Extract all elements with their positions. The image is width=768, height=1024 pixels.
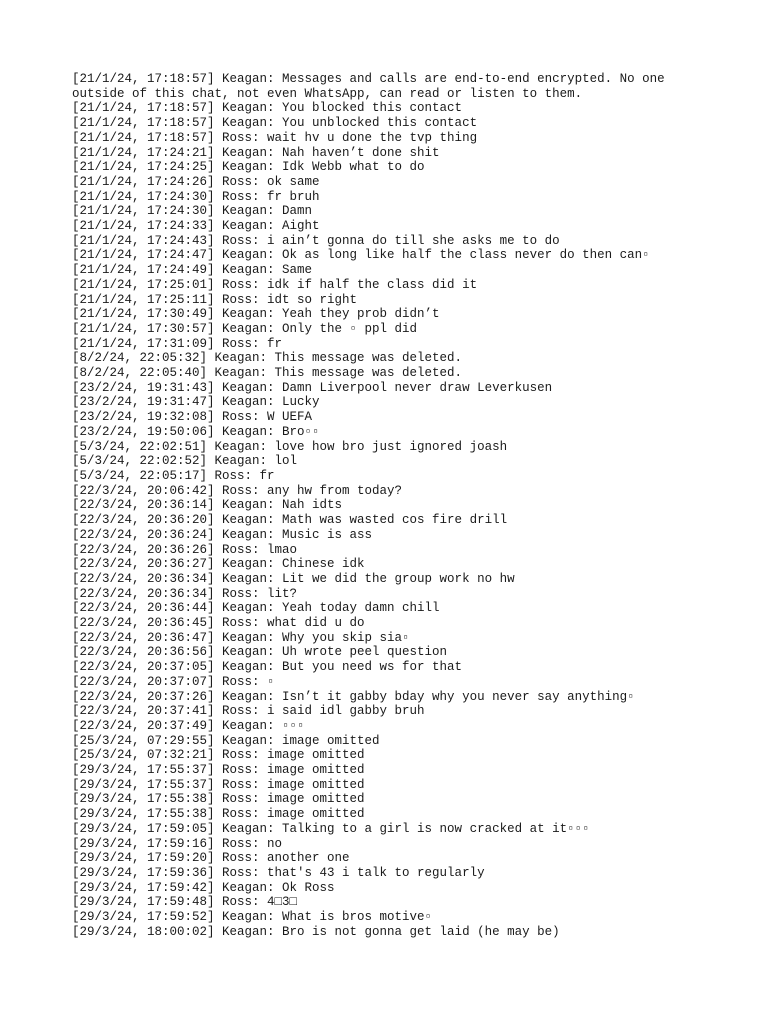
chat-line: [21/1/24, 17:24:25] Keagan: Idk Webb what to do [72, 160, 425, 175]
chat-line: [22/3/24, 20:36:26] Ross: lmao [72, 542, 298, 557]
chat-line: [29/3/24, 17:59:48] Ross: 4□3□ [72, 895, 298, 910]
chat-line: [22/3/24, 20:36:34] Ross: lit? [72, 586, 298, 601]
chat-line: [21/1/24, 17:30:49] Keagan: Yeah they prob didn’t [72, 307, 440, 322]
chat-line: [23/2/24, 19:32:08] Ross: W UEFA [72, 410, 313, 425]
chat-line: [29/3/24, 17:55:37] Ross: image omitted [72, 777, 365, 792]
chat-line: [21/1/24, 17:24:21] Keagan: Nah haven’t done shit [72, 145, 440, 160]
chat-line: [29/3/24, 17:59:52] Keagan: What is bros motive▫ [72, 910, 433, 925]
chat-line: [22/3/24, 20:36:44] Keagan: Yeah today damn chill [72, 601, 440, 616]
chat-line: [22/3/24, 20:36:34] Keagan: Lit we did the group work no hw [72, 571, 515, 586]
chat-line: [21/1/24, 17:30:57] Keagan: Only the ▫ ppl did [72, 321, 418, 336]
chat-line: [21/1/24, 17:25:01] Ross: idk if half the class did it [72, 277, 478, 292]
chat-line: [23/2/24, 19:31:43] Keagan: Damn Liverpool never draw Leverkusen [72, 380, 553, 395]
chat-line: [22/3/24, 20:36:24] Keagan: Music is ass [72, 527, 373, 542]
chat-line: [21/1/24, 17:24:30] Ross: fr bruh [72, 189, 320, 204]
chat-line: [21/1/24, 17:24:49] Keagan: Same [72, 263, 313, 278]
chat-line: [22/3/24, 20:37:07] Ross: ▫ [72, 674, 275, 689]
chat-line: [25/3/24, 07:32:21] Ross: image omitted [72, 748, 365, 763]
chat-transcript [72, 72, 712, 939]
chat-line: [8/2/24, 22:05:32] Keagan: This message was deleted. [72, 351, 463, 366]
chat-line: [21/1/24, 17:31:09] Ross: fr [72, 336, 283, 351]
chat-line: [25/3/24, 07:29:55] Keagan: image omitted [72, 733, 380, 748]
chat-line: [21/1/24, 17:24:33] Keagan: Aight [72, 219, 320, 234]
chat-line: [29/3/24, 17:55:37] Ross: image omitted [72, 763, 365, 778]
chat-line: [5/3/24, 22:02:52] Keagan: lol [72, 454, 298, 469]
chat-line: [21/1/24, 17:24:30] Keagan: Damn [72, 204, 313, 219]
chat-line: [29/3/24, 17:59:36] Ross: that's 43 i talk to regularly [72, 865, 485, 880]
chat-line: [29/3/24, 17:59:20] Ross: another one [72, 851, 350, 866]
chat-line: [22/3/24, 20:36:27] Keagan: Chinese idk [72, 557, 365, 572]
chat-line: outside of this chat, not even WhatsApp, can read or listen to them. [72, 86, 583, 101]
chat-line: [22/3/24, 20:36:56] Keagan: Uh wrote peel question [72, 645, 448, 660]
chat-line: [23/2/24, 19:50:06] Keagan: Bro▫▫ [72, 424, 320, 439]
chat-line: [21/1/24, 17:24:47] Keagan: Ok as long like half the class never do then can▫ [72, 248, 650, 263]
chat-line: [8/2/24, 22:05:40] Keagan: This message was deleted. [72, 366, 463, 381]
chat-line: [23/2/24, 19:31:47] Keagan: Lucky [72, 395, 320, 410]
chat-line: [22/3/24, 20:36:20] Keagan: Math was wasted cos fire drill [72, 513, 508, 528]
chat-line: [22/3/24, 20:06:42] Ross: any hw from today? [72, 483, 403, 498]
chat-line: [29/3/24, 17:55:38] Ross: image omitted [72, 792, 365, 807]
chat-line: [21/1/24, 17:18:57] Keagan: You unblocked this contact [72, 116, 478, 131]
chat-line: [22/3/24, 20:36:45] Ross: what did u do [72, 616, 365, 631]
chat-line: [21/1/24, 17:24:26] Ross: ok same [72, 174, 320, 189]
chat-line: [5/3/24, 22:05:17] Ross: fr [72, 468, 275, 483]
chat-line: [22/3/24, 20:36:14] Keagan: Nah idts [72, 498, 343, 513]
chat-line: [21/1/24, 17:18:57] Keagan: Messages and calls are end-to-end encrypted. No one [72, 72, 665, 86]
chat-line: [22/3/24, 20:37:49] Keagan: ▫▫▫ [72, 718, 305, 733]
chat-line: [22/3/24, 20:37:05] Keagan: But you need ws for that [72, 660, 463, 675]
chat-line: [21/1/24, 17:18:57] Ross: wait hv u done the tvp thing [72, 130, 478, 145]
chat-line: [21/1/24, 17:24:43] Ross: i ain’t gonna do till she asks me to do [72, 233, 560, 248]
chat-line: [22/3/24, 20:37:26] Keagan: Isn’t it gabby bday why you never say anything▫ [72, 689, 635, 704]
chat-line: [29/3/24, 17:59:16] Ross: no [72, 836, 283, 851]
chat-line: [21/1/24, 17:18:57] Keagan: You blocked this contact [72, 101, 463, 116]
chat-line: [29/3/24, 17:59:42] Keagan: Ok Ross [72, 880, 335, 895]
chat-line: [22/3/24, 20:37:41] Ross: i said idl gabby bruh [72, 704, 425, 719]
chat-line: [21/1/24, 17:25:11] Ross: idt so right [72, 292, 358, 307]
chat-line: [22/3/24, 20:36:47] Keagan: Why you skip sia▫ [72, 630, 410, 645]
chat-line: [29/3/24, 18:00:02] Keagan: Bro is not gonna get laid (he may be) [72, 924, 560, 939]
chat-line: [29/3/24, 17:59:05] Keagan: Talking to a girl is now cracked at it▫▫▫ [72, 821, 590, 836]
chat-line: [29/3/24, 17:55:38] Ross: image omitted [72, 807, 365, 822]
chat-line: [5/3/24, 22:02:51] Keagan: love how bro just ignored joash [72, 439, 508, 454]
